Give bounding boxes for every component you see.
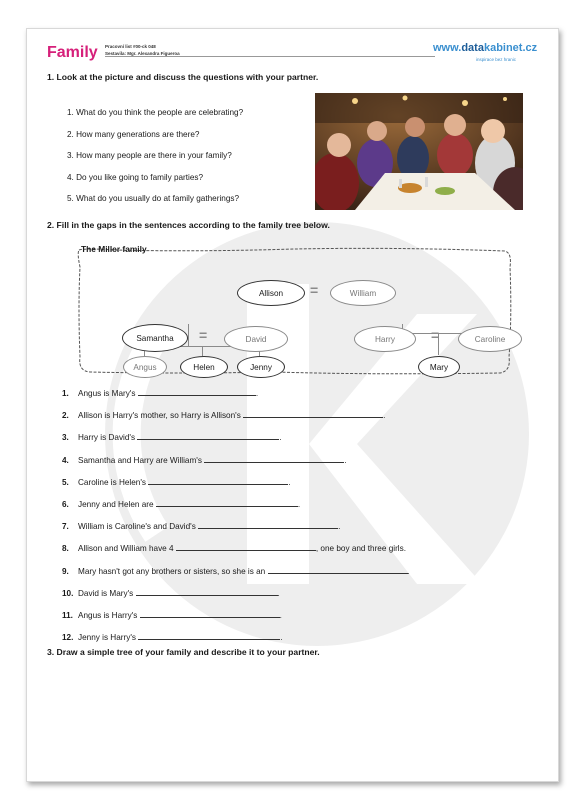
sentence-item <box>62 409 410 431</box>
tree-node-harry: Harry <box>354 326 416 352</box>
sentence-text: Angus is Harry's <box>78 610 138 620</box>
answer-blank[interactable] <box>204 454 347 465</box>
sentence-end: , one boy and three girls. <box>315 544 406 554</box>
sentence-item <box>62 609 410 631</box>
sentence-item <box>62 431 410 453</box>
header-divider <box>105 56 435 57</box>
sentence-text: Angus is Mary's <box>78 389 136 398</box>
answer-blank[interactable] <box>138 387 259 398</box>
marriage-sign: = <box>199 327 208 343</box>
sentence-end: . <box>279 610 282 620</box>
sentence-text: Allison and William have 4 <box>78 544 174 554</box>
sentence-end: . <box>280 633 283 643</box>
marriage-sign: = <box>310 282 319 298</box>
section1-heading: 1. Look at the picture and discuss the questions with your partner. <box>47 72 319 82</box>
tree-line <box>202 346 203 356</box>
tree-title: The Miller family <box>81 244 147 254</box>
sentence-item <box>62 476 410 498</box>
answer-blank[interactable] <box>243 409 386 421</box>
sentence-number: 4. <box>62 455 69 465</box>
site-prefix: www. <box>433 42 462 54</box>
sentence-end: . <box>383 411 386 421</box>
discussion-questions <box>67 108 243 216</box>
tree-node-helen: Helen <box>180 356 228 378</box>
sentence-item <box>62 587 410 609</box>
sentence-number: 9. <box>62 566 69 576</box>
question-item: 1. What do you think the people are celebrating? <box>67 108 244 117</box>
tree-node-mary: Mary <box>418 356 460 378</box>
sentence-end: . <box>279 433 282 443</box>
sentence-number: 11. <box>62 610 73 620</box>
sentence-item <box>62 387 410 409</box>
answer-blank[interactable] <box>198 520 341 532</box>
site-suffix: kabinet.cz <box>483 42 538 54</box>
sentence-number: 12. <box>62 633 74 643</box>
worksheet-page <box>26 28 559 782</box>
question-item: 4. Do you like going to family parties? <box>67 172 204 182</box>
tree-node-william: William <box>330 280 396 306</box>
sentence-number: 8. <box>62 544 69 554</box>
answer-blank[interactable] <box>138 631 283 643</box>
sentence-end: . <box>407 566 410 576</box>
sentence-item <box>62 520 410 542</box>
sentence-item <box>62 542 410 564</box>
tree-node-david: David <box>224 326 288 352</box>
sentence-number: 7. <box>62 522 69 532</box>
sentence-item <box>62 565 410 587</box>
section3-heading: 3. Draw a simple tree of your family and describe it to your partner. <box>47 647 320 657</box>
tree-node-jenny: Jenny <box>237 356 285 378</box>
tree-node-caroline: Caroline <box>458 326 522 352</box>
sentence-item <box>62 498 410 520</box>
tree-node-samantha: Samantha <box>122 324 188 352</box>
question-item: 2. How many generations are there? <box>67 129 200 139</box>
tree-line <box>188 324 189 346</box>
sentence-text: Jenny is Harry's <box>78 633 136 643</box>
sentence-number: 2. <box>62 411 69 421</box>
worksheet-id: Pracovní list #00-ck 048 <box>105 44 156 49</box>
site-logo[interactable] <box>433 42 537 54</box>
sentence-end: . <box>338 522 341 532</box>
sentence-text: Samantha and Harry are William's <box>78 455 202 465</box>
answer-blank[interactable] <box>148 476 291 487</box>
site-tagline: inspirace bez hranic <box>476 57 517 62</box>
sentence-text: Allison is Harry's mother, so Harry is Allison's <box>78 411 241 421</box>
site-accent: data <box>461 42 484 54</box>
section2-heading: 2. Fill in the gaps in the sentences according to the family tree below. <box>47 220 330 230</box>
question-item: 3. How many people are there in your family? <box>67 151 232 160</box>
sentence-end: . <box>277 588 280 598</box>
answer-blank[interactable] <box>268 565 408 574</box>
tree-node-angus: Angus <box>123 356 167 378</box>
answer-blank[interactable] <box>176 542 316 551</box>
worksheet-author: Sestavila: Mgr. Alexandra Figueroa <box>105 51 180 56</box>
sentence-text: Mary hasn't got any brothers or sisters, so she is an <box>78 566 266 576</box>
sentence-number: 6. <box>62 499 69 509</box>
marriage-sign: = <box>431 327 440 343</box>
sentence-text: David is Mary's <box>78 588 134 598</box>
answer-blank[interactable] <box>137 431 282 443</box>
sentence-end: . <box>344 455 347 465</box>
answer-blank[interactable] <box>136 587 278 596</box>
gap-fill-sentences <box>62 387 410 653</box>
family-tree <box>75 244 515 376</box>
sentence-text: Jenny and Helen are <box>78 499 154 509</box>
sentence-end: . <box>297 499 301 509</box>
sentence-end: . <box>288 477 291 487</box>
tree-node-allison: Allison <box>237 280 305 306</box>
worksheet-title: Family <box>47 44 98 61</box>
answer-blank[interactable] <box>156 498 301 509</box>
sentence-text: William is Caroline's and David's <box>78 522 196 532</box>
sentence-text: Caroline is Helen's <box>78 477 147 487</box>
family-celebration-photo <box>315 93 523 210</box>
answer-blank[interactable] <box>140 609 280 618</box>
sentence-number: 1. <box>62 389 69 398</box>
sentence-number: 5. <box>62 477 69 487</box>
sentence-end: . <box>255 389 259 398</box>
question-item: 5. What do you usually do at family gatherings? <box>67 194 240 203</box>
sentence-item <box>62 454 410 476</box>
sentence-text: Harry is David's <box>78 433 136 443</box>
sentence-number: 10. <box>62 588 74 598</box>
sentence-number: 3. <box>62 433 69 443</box>
